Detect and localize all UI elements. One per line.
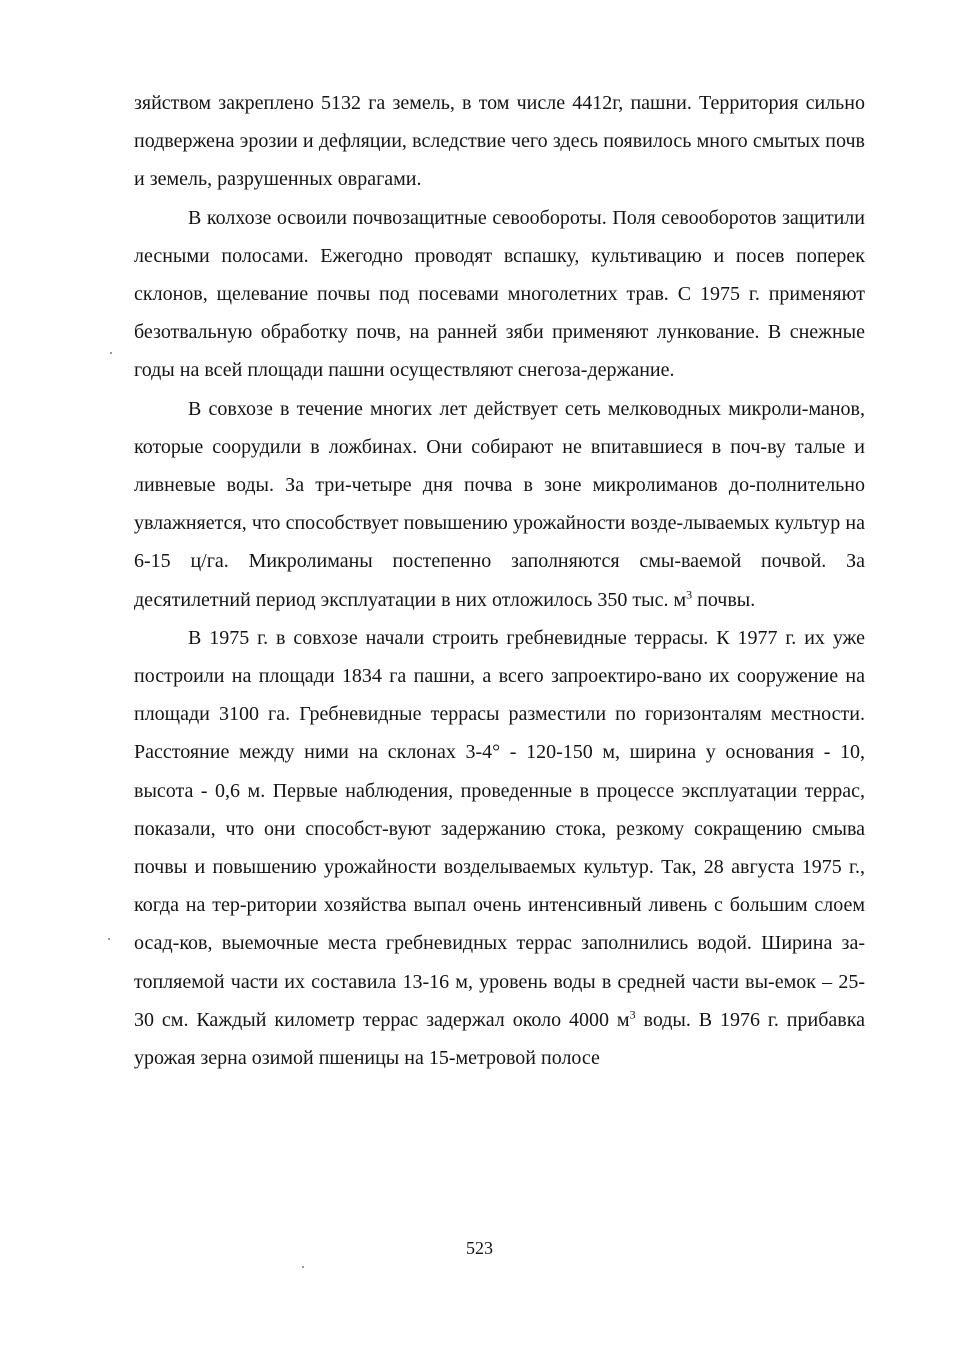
paragraph-1: зяйством закреплено 5132 га земель, в том числе 4412г, пашни. Территория сильно подвержена эрозии и дефляции, вследствие чего здесь появилось много смытых почв и земель, разрушенных оврагами.: [134, 92, 865, 191]
scan-speck: [110, 352, 112, 354]
paragraph-4-superscript: 3: [629, 1007, 636, 1022]
paragraph-4-text: В 1975 г. в совхозе начали строить гребневидные террасы. К 1977 г. их уже построили на площади 1834 га пашни, а всего запроектиро-вано их сооружение на площади 3100 га. Гребневидные террасы разместили по горизонталям местности. Расстояние между ними на склонах 3-4° - 120-150 м, ширина у основания - 10, высота - 0,6 м. Первые наблюдения, проведенные в процессе эксплуатации террас, показали, что они способст-вуют задержанию стока, резкому сокращению смыва почвы и повышению урожайности возделываемых культур. Так, 28 августа 1975 г., когда на тер-ритории хозяйства выпал очень интенсивный ливень с большим слоем осад-ков, выемочные места гребневидных террас заполнились водой. Ширина за-топляемой части их составила 13-16 м, уровень воды в средней части вы-емок – 25-30 см. Каждый километр террас задержал около 4000 м: [134, 626, 865, 1031]
paragraph-2: В колхозе освоили почвозащитные севообороты. Поля севооборотов защитили лесными полосами. Ежегодно проводят вспашку, культивацию и посев поперек склонов, щелевание почвы под посевами многолетних трав. С 1975 г. применяют безотвальную обработку почв, на ранней зяби применяют лункование. В снежные годы на всей площади пашни осуществляют снегоза-держание.: [134, 206, 865, 382]
scan-speck: [302, 1266, 304, 1268]
paragraph-3-text: В совхозе в течение многих лет действует сеть мелководных микроли-манов, которые соорудили в ложбинах. Они собирают не впитавшиеся в поч-ву талые и ливневые воды. За три-четыре дня почва в зоне микролиманов до-полнительно увлажняется, что способствует повышению урожайности возде-лываемых культур на 6-15 ц/га. Микролиманы постепенно заполняются смы-ваемой почвой. За десятилетний период эксплуатации в них отложилось 350 тыс. м: [134, 397, 865, 611]
page-number: 523: [466, 1238, 493, 1258]
scan-speck: [108, 938, 110, 940]
paragraph-3-superscript: 3: [686, 586, 693, 601]
paragraph-4: [134, 619, 865, 1077]
paragraph-3: [134, 390, 865, 619]
paragraph-4-text-end: воды. В 1976 г. прибавка урожая зерна озимой пшеницы на 15-метровой полосе: [134, 1008, 865, 1070]
body-text: [134, 84, 865, 1077]
paragraph-3-text-end: почвы.: [692, 588, 756, 611]
